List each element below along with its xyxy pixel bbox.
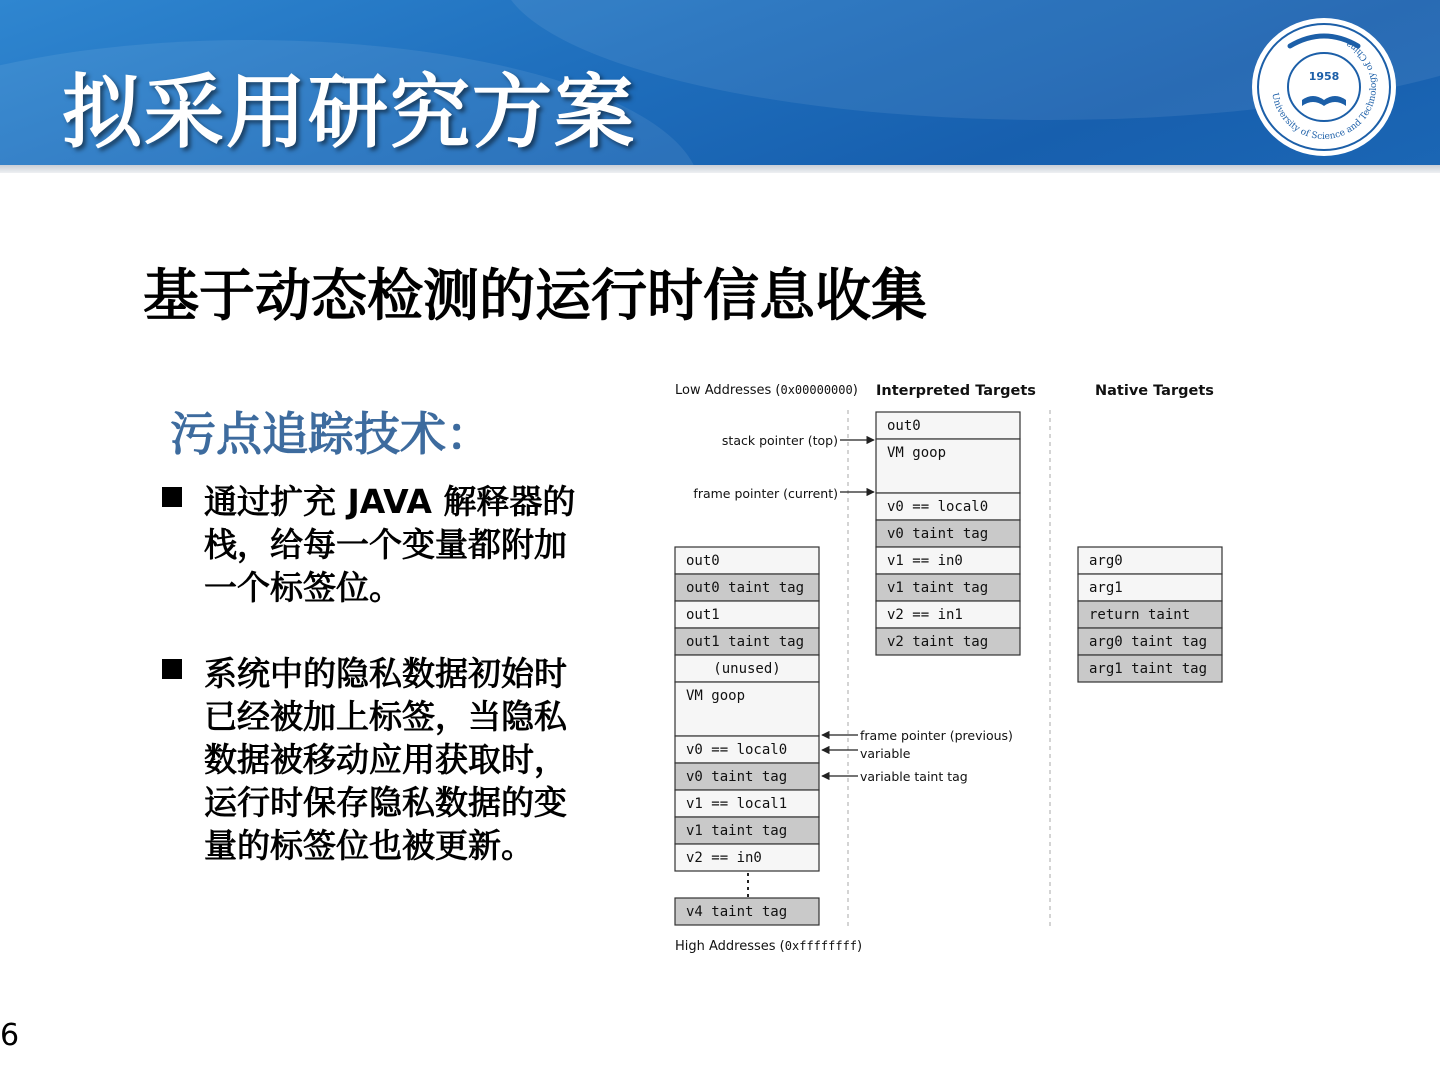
- taint-stack-diagram: [660, 370, 1240, 970]
- stack-slot-label: arg1 taint tag: [1089, 661, 1208, 677]
- square-bullet-icon: [162, 487, 182, 507]
- page-number: 6: [0, 1018, 20, 1053]
- variable-taint-tag-label: variable taint tag: [860, 769, 968, 784]
- header-divider: [0, 165, 1440, 173]
- stack-slot-label: v0 == local0: [686, 742, 788, 758]
- stack-slot-label: v4 taint tag: [686, 904, 788, 920]
- square-bullet-icon: [162, 659, 182, 679]
- logo-ring-text: University of Science and Technology of China: [1269, 38, 1380, 143]
- low-addresses-label: Low Addresses (0x00000000): [675, 383, 858, 398]
- stack-slot-label: VM goop: [686, 688, 746, 704]
- bullet-text: 系统中的隐私数据初始时已经被加上标签，当隐私数据被移动应用获取时，运行时保存隐私数据的变量的标签位也被更新。: [204, 654, 567, 865]
- stack-slot-label: v0 taint tag: [887, 526, 989, 542]
- stack-slot-label: arg1: [1089, 580, 1123, 596]
- bullet-item: [162, 480, 582, 610]
- stack-slot-label: arg0: [1089, 553, 1123, 569]
- stack-slot-label: return taint: [1089, 607, 1191, 623]
- section-heading: 污点追踪技术：: [170, 407, 492, 461]
- stack-slot-label: v2 == in0: [686, 850, 762, 866]
- stack-slot-label: out1: [686, 607, 720, 623]
- stack-slot-label: out0: [887, 418, 921, 434]
- native-stack-frame: [1078, 547, 1222, 682]
- interpreted-targets-heading: Interpreted Targets: [876, 383, 1036, 399]
- left-stack-frame: [675, 547, 819, 925]
- slide-title: 拟采用研究方案: [62, 66, 636, 159]
- middle-stack-frame: [876, 412, 1020, 655]
- slide-header: [0, 0, 1440, 165]
- university-logo: [1250, 16, 1398, 158]
- variable-label: variable: [860, 746, 911, 761]
- stack-slot-label: v0 == local0: [887, 499, 989, 515]
- stack-slot-label: VM goop: [887, 445, 947, 461]
- stack-slot-label: (unused): [713, 661, 781, 677]
- stack-slot-label: v2 taint tag: [887, 634, 989, 650]
- slide-subtitle: 基于动态检测的运行时信息收集: [143, 264, 927, 329]
- stack-slot-label: v2 == in1: [887, 607, 963, 623]
- stack-slot-label: v1 == in0: [887, 553, 963, 569]
- stack-slot-label: v1 taint tag: [686, 823, 788, 839]
- bullet-text: 通过扩充 JAVA 解释器的栈，给每一个变量都附加一个标签位。: [204, 482, 576, 607]
- stack-pointer-label: stack pointer (top): [721, 433, 838, 448]
- frame-pointer-current-label: frame pointer (current): [693, 486, 838, 501]
- high-addresses-label: High Addresses (0xffffffff): [675, 939, 863, 954]
- stack-slot-label: out0: [686, 553, 720, 569]
- stack-slot-label: out1 taint tag: [686, 634, 805, 650]
- stack-slot-label: v1 taint tag: [887, 580, 989, 596]
- stack-slot-label: v0 taint tag: [686, 769, 788, 785]
- native-targets-heading: Native Targets: [1095, 383, 1214, 399]
- logo-year: 1958: [1308, 70, 1340, 83]
- frame-pointer-previous-label: frame pointer (previous): [860, 728, 1013, 743]
- stack-slot-label: arg0 taint tag: [1089, 634, 1208, 650]
- stack-slot-label: out0 taint tag: [686, 580, 805, 596]
- bullet-item: [162, 652, 582, 912]
- stack-slot-label: v1 == local1: [686, 796, 788, 812]
